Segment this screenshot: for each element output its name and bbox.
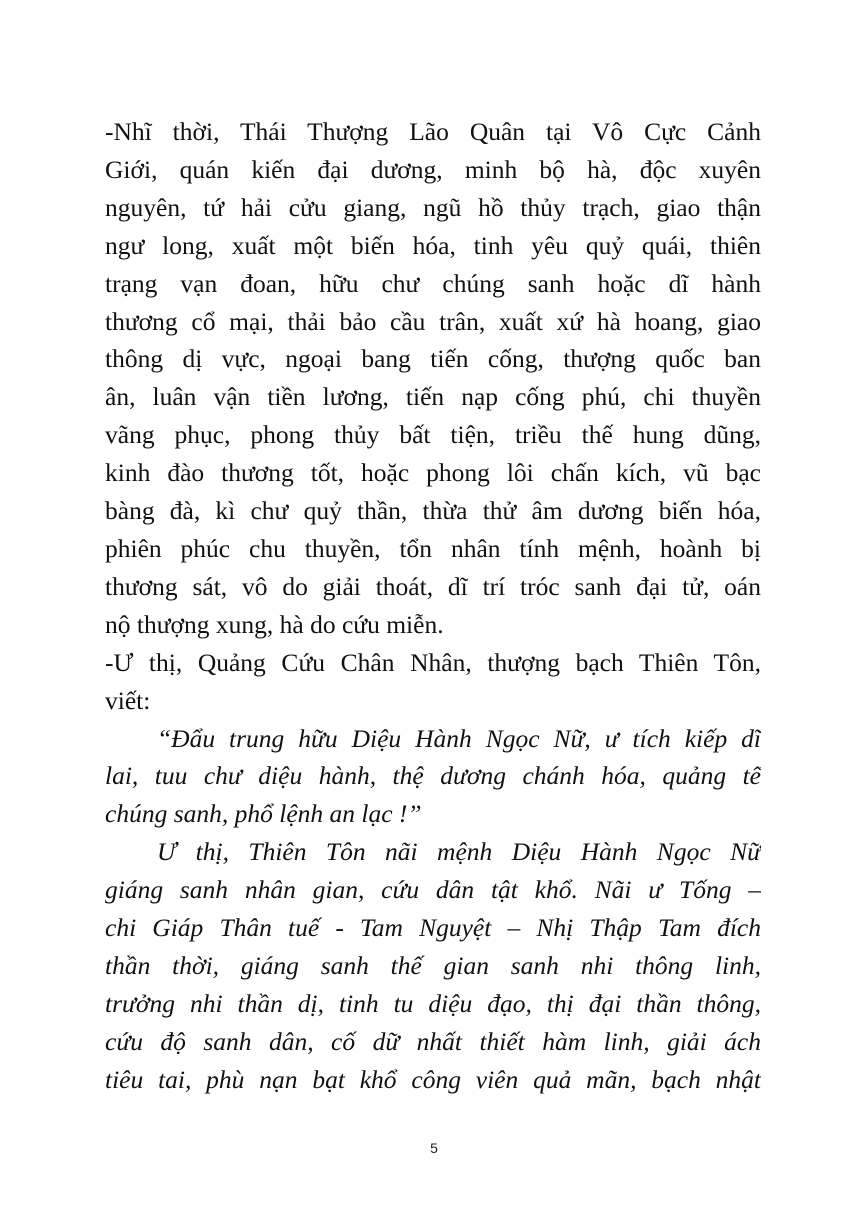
text-line: thần thời, giáng sanh thế gian sanh nhi thông linh, [105, 950, 761, 980]
text-line: ân, luân vận tiền lương, tiến nạp cống phú, chi thuyền [105, 382, 761, 412]
text-line: kinh đào thương tốt, hoặc phong lôi chấn kích, vũ bạc [105, 458, 761, 488]
text-line: nộ thượng xung, hà do cứu miễn. [105, 609, 444, 639]
text-line: ngư long, xuất một biến hóa, tinh yêu quỷ quái, thiên [105, 230, 761, 260]
text-line: bàng đà, kì chư quỷ thần, thừa thử âm dương biến hóa, [105, 496, 761, 526]
page-number: 5 [430, 1140, 438, 1156]
paragraph-2 [105, 644, 761, 720]
text-line: chúng sanh, phổ lệnh an lạc !” [105, 799, 422, 829]
text-line: Ư thị, Thiên Tôn nãi mệnh Diệu Hành Ngọc Nữ [157, 837, 761, 867]
text-line: trưởng nhi thần dị, tinh tu diệu đạo, thị đại thần thông, [105, 988, 761, 1018]
text-line: tiêu tai, phù nạn bạt khổ công viên quả mãn, bạch nhật [105, 1064, 761, 1094]
text-line: nguyên, tứ hải cửu giang, ngũ hồ thủy trạch, giao thận [105, 192, 761, 222]
text-line: trạng vạn đoan, hữu chư chúng sanh hoặc dĩ hành [105, 268, 761, 298]
text-line: thông dị vực, ngoại bang tiến cống, thượng quốc ban [105, 344, 761, 374]
paragraph-1 [105, 113, 761, 644]
text-line: Giới, quán kiến đại dương, minh bộ hà, độc xuyên [105, 154, 761, 184]
text-line: cứu độ sanh dân, cố dữ nhất thiết hàm linh, giải ách [105, 1026, 761, 1056]
text-line: chi Giáp Thân tuế - Tam Nguyệt – Nhị Thập Tam đích [105, 913, 761, 943]
page-body [105, 113, 761, 1099]
text-line: phiên phúc chu thuyền, tổn nhân tính mệnh, hoành bị [105, 533, 761, 563]
paragraph-4 [105, 833, 761, 1098]
text-line: viết: [105, 685, 151, 715]
text-line: “Đẩu trung hữu Diệu Hành Ngọc Nữ, ư tích kiếp dĩ [157, 723, 761, 753]
text-line: giáng sanh nhân gian, cứu dân tật khổ. Nãi ư Tống – [105, 875, 761, 905]
quote-paragraph [105, 720, 761, 834]
text-line: thương sát, vô do giải thoát, dĩ trí tróc sanh đại tử, oán [105, 571, 761, 601]
text-line: -Nhĩ thời, Thái Thượng Lão Quân tại Vô Cực Cảnh [105, 117, 761, 146]
text-line: thương cổ mại, thải bảo cầu trân, xuất xứ hà hoang, giao [105, 306, 761, 336]
text-line: vãng phục, phong thủy bất tiện, triều thế hung dũng, [105, 420, 761, 450]
text-line: lai, tuu chư diệu hành, thệ dương chánh hóa, quảng tế [105, 761, 761, 791]
text-line: -Ư thị, Quảng Cứu Chân Nhân, thượng bạch Thiên Tôn, [105, 647, 761, 677]
